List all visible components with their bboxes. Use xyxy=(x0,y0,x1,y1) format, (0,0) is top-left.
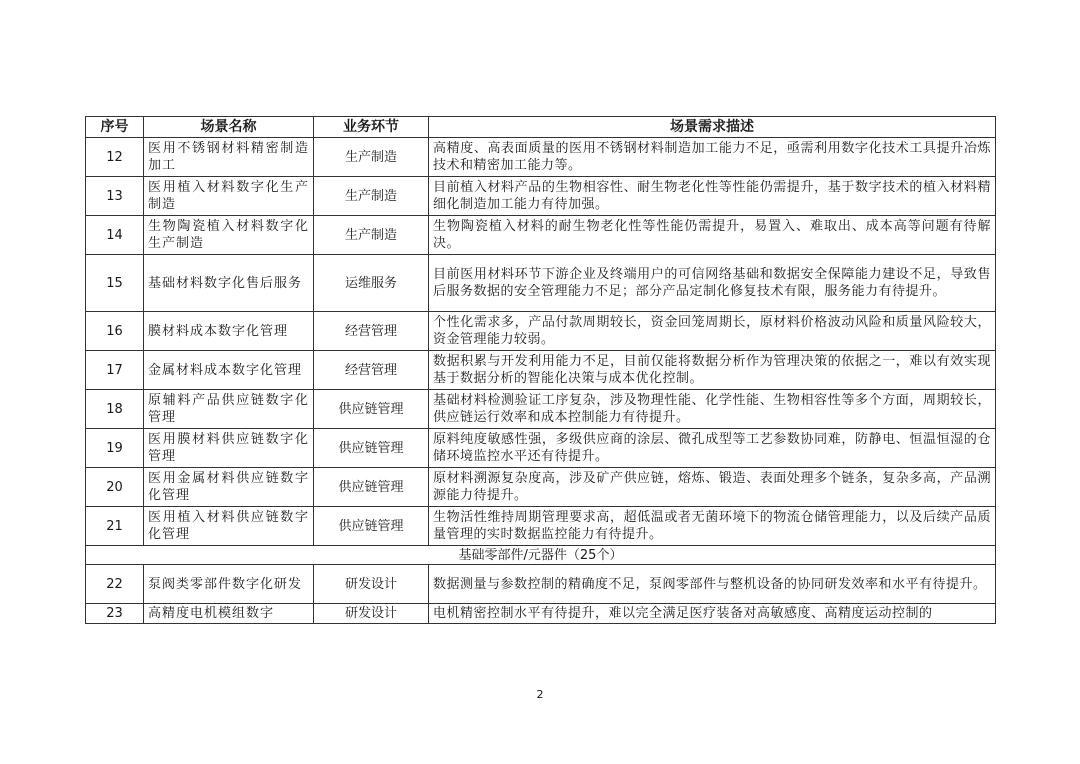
row-name: 医用植入材料供应链数字化管理 xyxy=(144,507,314,546)
row-desc: 高精度、高表面质量的医用不锈钢材料制造加工能力不足，亟需利用数字化技术工具提升冶炼技术和精密加工能力等。 xyxy=(429,138,996,177)
row-desc: 生物陶瓷植入材料的耐生物老化性等性能仍需提升，易置入、难取出、成本高等问题有待解决。 xyxy=(429,216,996,255)
row-desc: 目前医用材料环节下游企业及终端用户的可信网络基础和数据安全保障能力建设不足，导致售后服务数据的安全管理能力不足；部分产品定制化修复技术有限，服务能力有待提升。 xyxy=(429,255,996,312)
table-row xyxy=(86,177,996,216)
section-title: 基础零部件/元器件（25个） xyxy=(86,546,996,565)
table-row xyxy=(86,216,996,255)
page-number: 2 xyxy=(536,688,544,701)
header-no: 序号 xyxy=(86,117,144,138)
table-row xyxy=(86,604,996,624)
table-row xyxy=(86,429,996,468)
row-no: 16 xyxy=(86,312,144,351)
row-name: 医用金属材料供应链数字化管理 xyxy=(144,468,314,507)
row-stage: 供应链管理 xyxy=(314,429,429,468)
table-row xyxy=(86,351,996,390)
row-stage: 经营管理 xyxy=(314,312,429,351)
row-name: 泵阀类零部件数字化研发 xyxy=(144,565,314,604)
row-name: 基础材料数字化售后服务 xyxy=(144,255,314,312)
table-row xyxy=(86,468,996,507)
row-stage: 生产制造 xyxy=(314,138,429,177)
row-stage: 供应链管理 xyxy=(314,507,429,546)
table-row xyxy=(86,507,996,546)
row-stage: 经营管理 xyxy=(314,351,429,390)
row-desc: 原料纯度敏感性强，多级供应商的涂层、微孔成型等工艺参数协同难，防静电、恒温恒湿的仓储环境监控水平还有待提升。 xyxy=(429,429,996,468)
row-name: 原辅料产品供应链数字化管理 xyxy=(144,390,314,429)
row-stage: 运维服务 xyxy=(314,255,429,312)
row-name: 生物陶瓷植入材料数字化生产制造 xyxy=(144,216,314,255)
row-name: 医用不锈钢材料精密制造加工 xyxy=(144,138,314,177)
row-desc: 原材料溯源复杂度高，涉及矿产供应链，熔炼、锻造、表面处理多个链条，复杂多高，产品溯源能力待提升。 xyxy=(429,468,996,507)
row-no: 20 xyxy=(86,468,144,507)
row-stage: 生产制造 xyxy=(314,177,429,216)
table-row xyxy=(86,390,996,429)
row-desc: 数据测量与参数控制的精确度不足，泵阀零部件与整机设备的协同研发效率和水平有待提升。 xyxy=(429,565,996,604)
row-no: 23 xyxy=(86,604,144,624)
section-heading-row xyxy=(86,546,996,565)
row-desc: 基础材料检测验证工序复杂，涉及物理性能、化学性能、生物相容性等多个方面，周期较长，供应链运行效率和成本控制能力有待提升。 xyxy=(429,390,996,429)
table-row xyxy=(86,255,996,312)
row-name: 膜材料成本数字化管理 xyxy=(144,312,314,351)
row-no: 15 xyxy=(86,255,144,312)
row-name: 高精度电机模组数字 xyxy=(144,604,314,624)
row-stage: 研发设计 xyxy=(314,565,429,604)
row-stage: 供应链管理 xyxy=(314,468,429,507)
row-no: 22 xyxy=(86,565,144,604)
row-desc: 目前植入材料产品的生物相容性、耐生物老化性等性能仍需提升，基于数字技术的植入材料精细化制造加工能力有待加强。 xyxy=(429,177,996,216)
row-no: 17 xyxy=(86,351,144,390)
row-name: 医用膜材料供应链数字化管理 xyxy=(144,429,314,468)
header-stage: 业务环节 xyxy=(314,117,429,138)
header-name: 场景名称 xyxy=(144,117,314,138)
table-header-row xyxy=(86,117,996,138)
row-desc: 个性化需求多，产品付款周期较长，资金回笼周期长，原材料价格波动风险和质量风险较大，资金管理能力较弱。 xyxy=(429,312,996,351)
row-no: 14 xyxy=(86,216,144,255)
header-desc: 场景需求描述 xyxy=(429,117,996,138)
row-stage: 研发设计 xyxy=(314,604,429,624)
table-row xyxy=(86,312,996,351)
row-name: 医用植入材料数字化生产制造 xyxy=(144,177,314,216)
row-stage: 生产制造 xyxy=(314,216,429,255)
row-name: 金属材料成本数字化管理 xyxy=(144,351,314,390)
row-no: 18 xyxy=(86,390,144,429)
scenario-table xyxy=(85,116,996,624)
row-desc: 数据积累与开发利用能力不足，目前仅能将数据分析作为管理决策的依据之一，难以有效实现基于数据分析的智能化决策与成本优化控制。 xyxy=(429,351,996,390)
row-no: 19 xyxy=(86,429,144,468)
row-stage: 供应链管理 xyxy=(314,390,429,429)
row-no: 13 xyxy=(86,177,144,216)
row-desc: 生物活性维持周期管理要求高，超低温或者无菌环境下的物流仓储管理能力，以及后续产品质量管理的实时数据监控能力有待提升。 xyxy=(429,507,996,546)
row-no: 21 xyxy=(86,507,144,546)
row-no: 12 xyxy=(86,138,144,177)
table-row xyxy=(86,138,996,177)
table-row xyxy=(86,565,996,604)
row-desc: 电机精密控制水平有待提升，难以完全满足医疗装备对高敏感度、高精度运动控制的 xyxy=(429,604,996,624)
